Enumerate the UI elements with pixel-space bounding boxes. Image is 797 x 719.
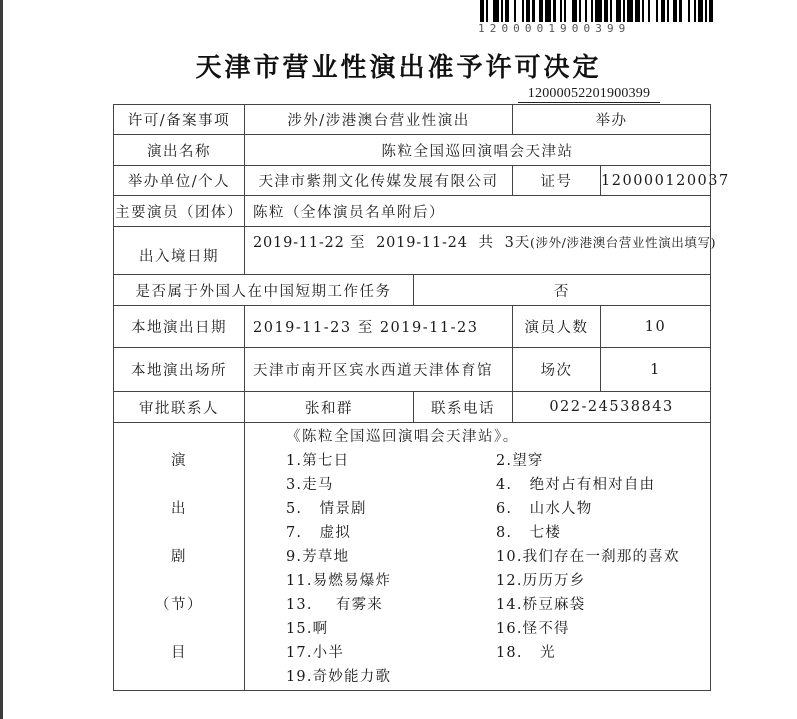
program-item: 15.啊 xyxy=(286,621,329,637)
program-item: 8. 七楼 xyxy=(496,525,562,541)
program-side-char: （节） xyxy=(155,597,203,613)
document-title: 天津市营业性演出准予许可决定 xyxy=(195,53,602,83)
program-item: 17.小半 xyxy=(286,645,345,661)
cert-label: 证号 xyxy=(513,166,601,196)
row-show-name xyxy=(114,135,711,166)
row-foreign-short-term xyxy=(114,275,711,306)
entry-exit-label: 出入境日期 xyxy=(114,227,245,275)
show-name-value: 陈粒全国巡回演唱会天津站 xyxy=(245,135,711,166)
barcode-number: 1200001900399 xyxy=(478,22,631,35)
program-item: 14.桥豆麻袋 xyxy=(496,597,586,613)
row-entry-exit xyxy=(114,227,711,275)
program-side-char: 目 xyxy=(171,645,187,661)
program-item: 3.走马 xyxy=(286,477,334,493)
performer-count-label: 演员人数 xyxy=(513,306,601,348)
program-item: 13. 有雾来 xyxy=(286,597,383,613)
program-item: 1.第七日 xyxy=(286,453,350,469)
program-item: 9.芳草地 xyxy=(286,549,350,565)
viewer-left-edge xyxy=(0,0,3,719)
program-side-char: 演 xyxy=(171,453,187,469)
program-item: 12.历历万乡 xyxy=(496,573,586,589)
sessions-label: 场次 xyxy=(513,348,601,392)
row-program xyxy=(114,423,711,691)
main-performer-label: 主要演员（团体） xyxy=(114,196,245,227)
local-venue-value: 天津市南开区宾水西道天津体育馆 xyxy=(245,348,513,392)
main-performer-value: 陈粒（全体演员名单附后） xyxy=(245,196,711,227)
permit-type-value: 举办 xyxy=(513,105,711,135)
barcode xyxy=(480,0,720,22)
contact-name: 张和群 xyxy=(245,392,414,423)
row-local-dates xyxy=(114,306,711,348)
row-permit-item xyxy=(114,105,711,135)
permit-form-table xyxy=(113,104,730,691)
foreign-short-term-label: 是否属于外国人在中国短期工作任务 xyxy=(114,275,414,306)
contact-label: 审批联系人 xyxy=(114,392,245,423)
document-number: 12000052201900399 xyxy=(518,85,660,103)
program-item: 4. 绝对占有相对自由 xyxy=(496,477,656,493)
entry-exit-note: (涉外/涉港澳台营业性演出填写) xyxy=(530,235,717,250)
foreign-short-term-value: 否 xyxy=(414,275,711,306)
permit-item-label: 许可/备案事项 xyxy=(114,105,245,135)
program-item xyxy=(496,665,726,689)
entry-exit-value: 2019-11-22 至 2019-11-24 共 3天 xyxy=(253,235,530,251)
program-item: 6. 山水人物 xyxy=(496,501,593,517)
organizer-label: 举办单位/个人 xyxy=(114,166,245,196)
entry-exit-cell xyxy=(245,227,717,275)
program-item: 19.奇妙能力歌 xyxy=(286,669,392,685)
row-contact xyxy=(114,392,711,423)
local-dates-value: 2019-11-23 至 2019-11-23 xyxy=(245,306,513,348)
local-venue-label: 本地演出场所 xyxy=(114,348,245,392)
permit-item-value: 涉外/涉港澳台营业性演出 xyxy=(245,105,513,135)
sessions-value: 1 xyxy=(601,348,711,392)
program-side-char: 出 xyxy=(171,501,187,517)
row-local-venue xyxy=(114,348,711,392)
program-items xyxy=(286,449,710,689)
program-item: 5. 情景剧 xyxy=(286,501,367,517)
row-organizer xyxy=(114,166,711,196)
performer-count-value: 10 xyxy=(601,306,711,348)
phone-value: 022-24538843 xyxy=(513,392,711,423)
show-name-label: 演出名称 xyxy=(114,135,245,166)
program-side-char: 剧 xyxy=(171,549,187,565)
program-item: 16.怪不得 xyxy=(496,621,570,637)
program-item: 2.望穿 xyxy=(496,453,544,469)
phone-label: 联系电话 xyxy=(414,392,513,423)
program-item: 11.易燃易爆炸 xyxy=(286,573,392,589)
program-item: 10.我们存在一刹那的喜欢 xyxy=(496,549,680,565)
program-item: 7. 虚拟 xyxy=(286,525,352,541)
local-dates-label: 本地演出日期 xyxy=(114,306,245,348)
program-side-label xyxy=(114,423,245,691)
organizer-value: 天津市紫荆文化传媒发展有限公司 xyxy=(245,166,513,196)
cert-value: 120000120037 xyxy=(601,166,711,196)
row-main-performer xyxy=(114,196,711,227)
program-heading: 《陈粒全国巡回演唱会天津站》。 xyxy=(286,429,519,445)
program-item: 18. 光 xyxy=(496,645,556,661)
program-list-cell xyxy=(245,423,711,691)
